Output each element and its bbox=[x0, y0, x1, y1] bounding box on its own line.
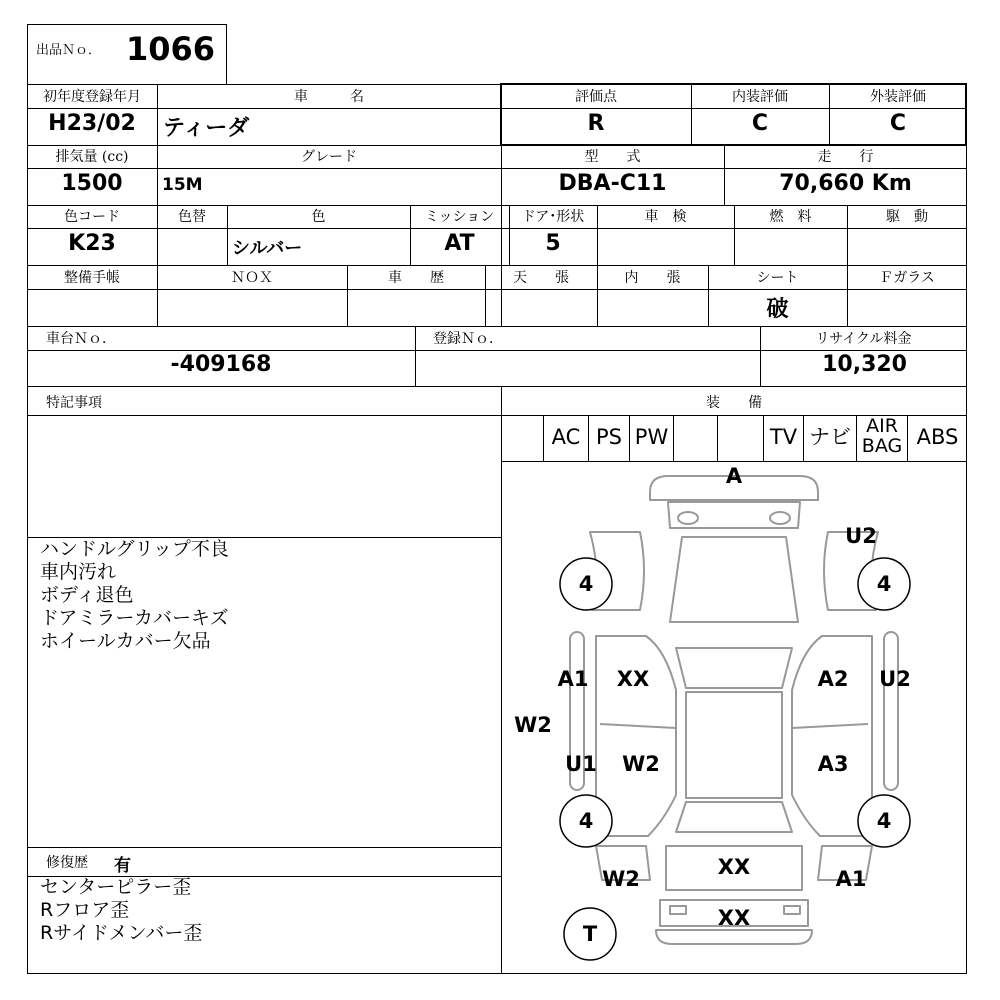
mission-header: ミッション bbox=[424, 209, 495, 225]
equipment-navi: ナビ bbox=[809, 425, 851, 449]
repair-history-value: 有 bbox=[114, 856, 131, 876]
door-shape-header: ドア･形状 bbox=[521, 209, 585, 225]
damage-mark: A bbox=[725, 464, 743, 488]
mission-value: AT bbox=[444, 231, 475, 256]
tire-label: 4 bbox=[876, 572, 892, 596]
damage-mark: U1 bbox=[565, 752, 597, 776]
color-code-header: 色コード bbox=[64, 209, 120, 225]
damage-mark: A1 bbox=[835, 867, 867, 891]
model-header: 型 式 bbox=[584, 149, 641, 165]
tire-label: 4 bbox=[578, 809, 594, 833]
nox-header: ＮＯＸ bbox=[231, 270, 273, 286]
damage-mark: U2 bbox=[845, 524, 877, 548]
damage-mark: W2 bbox=[514, 713, 552, 737]
tire-label: 4 bbox=[876, 809, 892, 833]
sunroof-header: 天 張 bbox=[513, 270, 569, 286]
chassis-no-header: 車台Ｎｏ． bbox=[46, 331, 116, 347]
repair-note-item: Rサイドメンバー歪 bbox=[40, 922, 203, 944]
spare-label: T bbox=[582, 922, 598, 946]
note-item: ボディ退色 bbox=[40, 584, 134, 606]
equipment-pw: PW bbox=[634, 425, 669, 449]
first-reg-value: H23/02 bbox=[48, 111, 136, 136]
note-item: ドアミラーカバーキズ bbox=[40, 607, 229, 629]
note-item: ハンドルグリップ不良 bbox=[40, 538, 229, 560]
grade-header: グレード bbox=[301, 149, 357, 165]
car-name-header: 車 名 bbox=[294, 89, 364, 105]
f-glass-header: Ｆガラス bbox=[879, 270, 935, 286]
drive-header: 駆 動 bbox=[886, 209, 928, 225]
note-item: ホイールカバー欠品 bbox=[40, 630, 211, 652]
damage-mark: A1 bbox=[557, 667, 589, 691]
grade-value: 15M bbox=[162, 175, 203, 195]
model-value: DBA-C11 bbox=[558, 171, 667, 196]
equipment-abs: ABS bbox=[916, 425, 959, 449]
color-code-value: K23 bbox=[68, 231, 116, 256]
displacement-value: 1500 bbox=[61, 171, 123, 196]
chassis-no-value: -409168 bbox=[170, 352, 272, 377]
repair-history-header: 修復歴 bbox=[46, 855, 88, 871]
damage-mark: XX bbox=[616, 667, 650, 691]
exterior-value: C bbox=[889, 111, 907, 136]
recycle-fee-value: 10,320 bbox=[822, 352, 907, 377]
repair-note-item: Rフロア歪 bbox=[40, 899, 130, 921]
score-header: 評価点 bbox=[575, 89, 617, 105]
inspection-header: 車 検 bbox=[644, 209, 687, 225]
exterior-header: 外装評価 bbox=[870, 89, 926, 105]
damage-mark: A3 bbox=[817, 752, 849, 776]
damage-mark: U2 bbox=[879, 667, 911, 691]
lot-number: 1066 bbox=[126, 30, 216, 68]
tire-label: 4 bbox=[578, 572, 594, 596]
damage-mark: W2 bbox=[622, 752, 660, 776]
score-value: R bbox=[587, 111, 605, 136]
reg-no-header: 登録Ｎｏ． bbox=[433, 331, 503, 347]
recycle-fee-header: リサイクル料金 bbox=[815, 331, 912, 347]
damage-mark: XX bbox=[717, 906, 751, 930]
damage-mark: A2 bbox=[817, 667, 849, 691]
equipment-air: AIR bbox=[866, 415, 898, 437]
first-reg-header: 初年度登録年月 bbox=[43, 89, 141, 105]
mileage-value: 70,660 Km bbox=[779, 171, 912, 196]
seat-header: シート bbox=[756, 270, 799, 286]
displacement-header: 排気量 (cc) bbox=[55, 149, 129, 165]
history-header: 車 歴 bbox=[388, 270, 444, 286]
fuel-header: 燃 料 bbox=[769, 209, 812, 225]
repair-note-item: センターピラー歪 bbox=[40, 876, 192, 898]
interior-header: 内装評価 bbox=[732, 89, 788, 105]
equipment-ac: AC bbox=[551, 425, 581, 449]
mileage-header: 走 行 bbox=[817, 149, 874, 165]
damage-mark: XX bbox=[717, 855, 751, 879]
color-change-header: 色替 bbox=[178, 209, 206, 225]
equipment-header: 装 備 bbox=[706, 395, 762, 411]
equipment-bag: BAG bbox=[861, 435, 903, 457]
equipment-ps: PS bbox=[596, 425, 622, 449]
interior-value: C bbox=[751, 111, 769, 136]
damage-mark: W2 bbox=[602, 867, 640, 891]
car-name-value: ティーダ bbox=[163, 116, 250, 141]
service-book-header: 整備手帳 bbox=[64, 270, 120, 286]
inner-trim-header: 内 張 bbox=[624, 270, 681, 286]
lot-label: 出品Ｎｏ． bbox=[36, 43, 102, 58]
door-shape-value: 5 bbox=[545, 231, 561, 256]
color-header: 色 bbox=[311, 209, 326, 225]
color-value: シルバー bbox=[232, 238, 303, 259]
special-notes-header: 特記事項 bbox=[46, 395, 102, 411]
equipment-tv: TV bbox=[769, 425, 798, 449]
seat-value: 破 bbox=[766, 297, 789, 322]
note-item: 車内汚れ bbox=[40, 561, 117, 583]
